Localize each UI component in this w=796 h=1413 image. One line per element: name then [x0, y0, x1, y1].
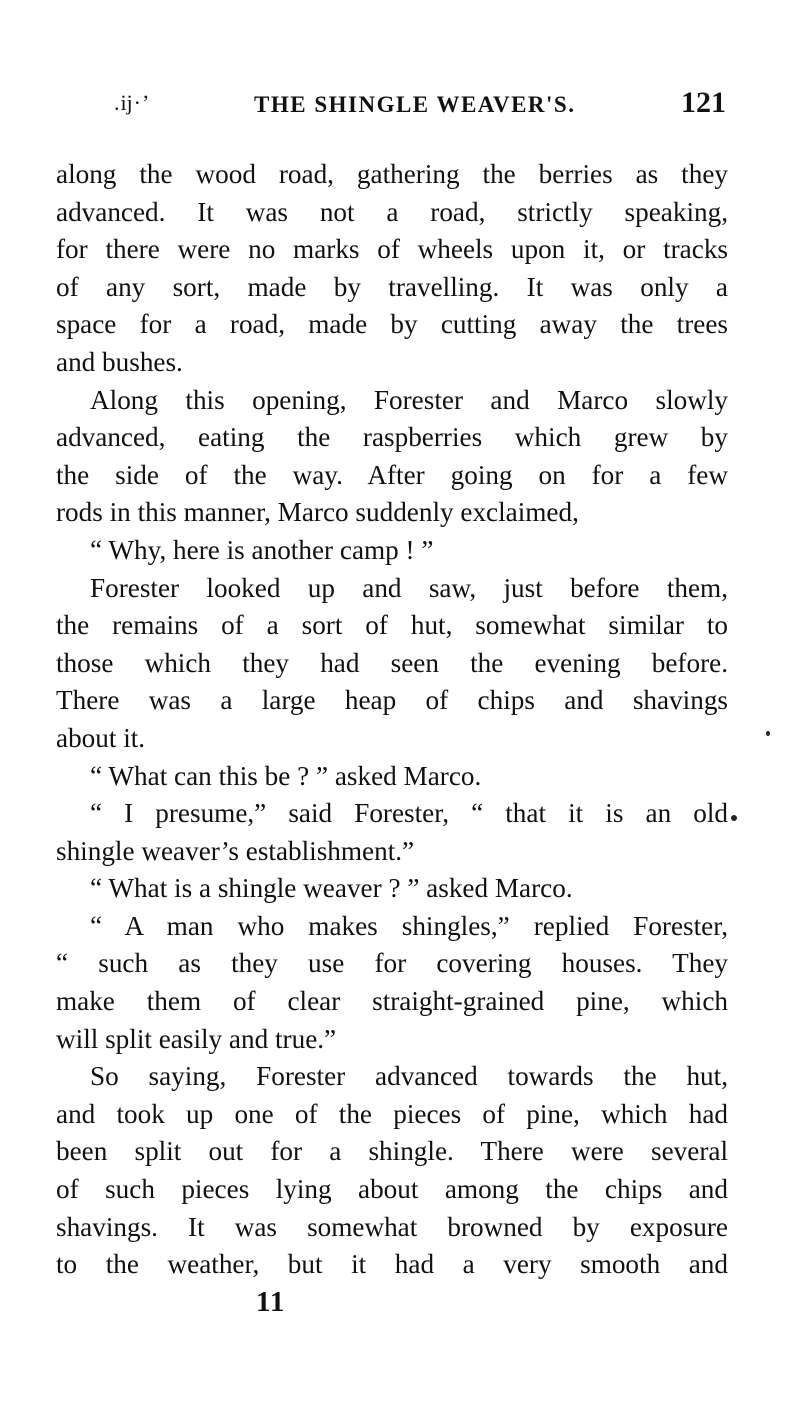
text-line: the remains of a sort of hut, somewhat similar to [56, 610, 728, 641]
running-header [112, 86, 730, 126]
text-line: about it. [56, 722, 146, 753]
text-line: been split out for a shingle. There were several [56, 1136, 728, 1167]
text-line: will split easily and true.” [56, 1023, 337, 1054]
text-line: and took up one of the pieces of pine, which had [56, 1098, 728, 1129]
text-line: the side of the way. After going on for a few [56, 459, 728, 490]
text-line: “ I presume,” said Forester, “ that it is an old [90, 798, 728, 829]
text-line: make them of clear straight-grained pine, which [56, 986, 728, 1017]
text-line: and bushes. [56, 346, 183, 377]
signature-mark: 11 [256, 1286, 286, 1318]
text-line: Forester looked up and saw, just before them, [90, 572, 728, 603]
text-line: “ such as they use for covering houses. They [56, 948, 728, 979]
text-line: along the wood road, gathering the berries as they [56, 159, 728, 189]
text-line: space for a road, made by cutting away the trees [56, 309, 728, 340]
text-line: for there were no marks of wheels upon it, or tracks [56, 234, 728, 265]
text-line: “ What can this be ? ” asked Marco. [90, 760, 482, 791]
text-line: So saying, Forester advanced towards the hut, [90, 1061, 728, 1092]
text-line: “ What is a shingle weaver ? ” asked Marco. [90, 873, 573, 904]
text-line: “ Why, here is another camp ! ” [90, 534, 434, 565]
text-line: advanced. It was not a road, strictly speaking, [56, 196, 728, 227]
text-line: to the weather, but it had a very smooth and [56, 1249, 728, 1280]
text-line: of such pieces lying about among the chips and [56, 1174, 728, 1205]
page-number: 121 [681, 86, 726, 119]
ink-speck [766, 731, 770, 736]
text-line: Along this opening, Forester and Marco slowly [90, 384, 728, 415]
text-line: shingle weaver’s establishment.” [56, 835, 415, 866]
text-line: rods in this manner, Marco suddenly exclaimed, [56, 497, 579, 528]
ink-speck [731, 815, 737, 821]
text-line: There was a large heap of chips and shavings [56, 685, 728, 716]
body-text [56, 156, 728, 1284]
text-line: shavings. It was somewhat browned by exposure [56, 1211, 728, 1242]
text-line: advanced, eating the raspberries which grew by [56, 422, 728, 453]
running-title: THE SHINGLE WEAVER'S. [254, 92, 576, 117]
header-ornament: .ĳ·’ [114, 90, 151, 115]
text-line: “ A man who makes shingles,” replied Forester, [90, 910, 728, 941]
text-line: of any sort, made by travelling. It was only a [56, 271, 728, 302]
text-line: those which they had seen the evening before. [56, 647, 728, 678]
